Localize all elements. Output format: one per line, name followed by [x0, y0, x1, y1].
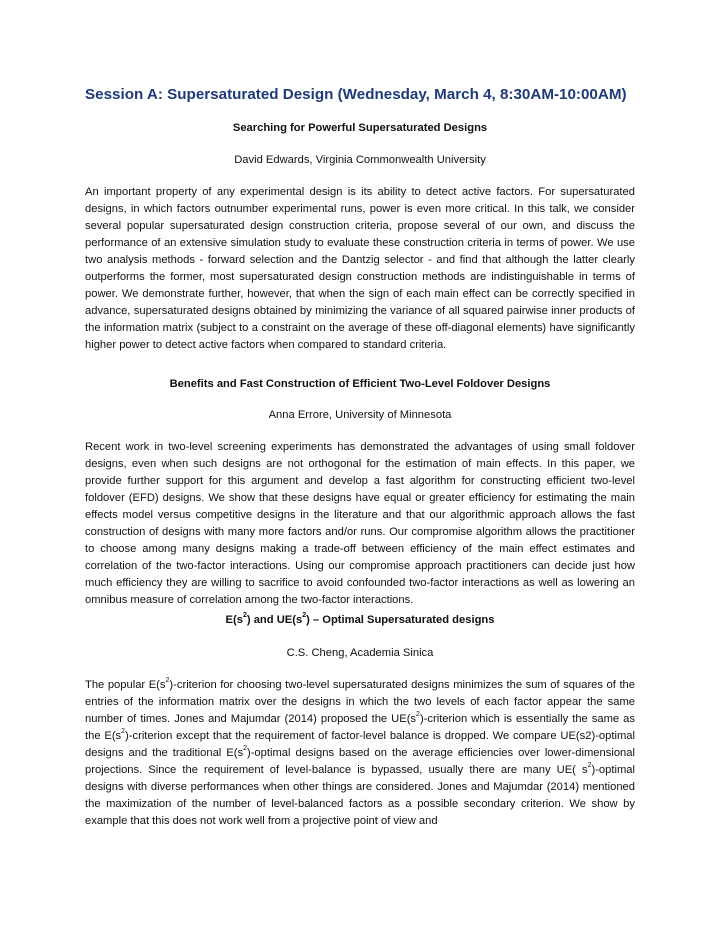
talk-author: Anna Errore, University of Minnesota	[268, 409, 452, 421]
superscript: 2	[165, 677, 170, 685]
session-heading: Session A: Supersaturated Design (Wednesday, March 4, 8:30AM-10:00AM)	[85, 86, 627, 103]
abstract-text: )-criterion which is essentially the same as the E(s	[85, 713, 635, 742]
superscript: 2	[243, 745, 247, 753]
superscript: 2	[242, 612, 247, 620]
talk-title: Benefits and Fast Construction of Efficient Two-Level Foldover Designs	[169, 378, 551, 390]
talk-abstract	[85, 677, 635, 830]
talk-author: David Edwards, Virginia Commonwealth University	[234, 154, 486, 166]
abstract-text: )-optimal designs with diverse performances when other things are considered. Jones and Majumdar (2014) mentioned the maximization of the number of level-balanced factors as a possible secondary criterion. We show by example that this does not work well from a projective point of view and	[85, 764, 635, 827]
abstract-text: )-criterion except that the requirement of factor-level balance is dropped. We compare UE(s2)-optimal designs and the traditional E(s	[85, 730, 635, 759]
title-text: ) and UE(s	[246, 614, 303, 626]
superscript: 2	[121, 728, 126, 736]
superscript: 2	[587, 762, 592, 770]
talk-title: Searching for Powerful Supersaturated Designs	[232, 122, 488, 134]
abstract-text: )-criterion for choosing two-level supersaturated designs minimizes the sum of squares of the entries of the information matrix over the designs in which the two levels of each factor appear the same number of times. Jones and Majumdar (2014) proposed the UE(s	[85, 679, 635, 725]
title-text: ) – Optimal Supersaturated designs	[306, 614, 495, 626]
talk-title	[85, 614, 635, 626]
talk-abstract: An important property of any experimental design is its ability to detect active factors. For supersaturated designs, in which factors outnumber experimental runs, power is even more critical. In this talk, we consider several popular supersaturated design construction criteria, propose several of our own, and discuss the performance of an extensive simulation study to evaluate these construction criteria in terms of power. We use two analysis methods - forward selection and the Dantzig selector - and find that although the latter clearly outperforms the former, most supersaturated design construction methods are indistinguishable in terms of power. We demonstrate further, however, that when the sign of each main effect can be correctly specified in advance, supersaturated designs obtained by minimizing the variance of all squared pairwise inner products of the information matrix (subject to a constraint on the average of these off-diagonal elements) have significantly higher power to detect active factors when compared to standard criteria.	[85, 186, 635, 351]
abstract-text: )-optimal designs based on the average efficiencies over lower-dimensional projections. Since the requirement of level-balance is bypassed, usually there are many UE( s	[85, 747, 635, 776]
superscript: 2	[416, 711, 420, 719]
talk-abstract: Recent work in two-level screening experiments has demonstrated the advantages of using small foldover designs, even when such designs are not orthogonal for the estimation of main effects. In this paper, we provide further support for this argument and develop a fast algorithm for constructing efficient two-level foldover (EFD) designs. We show that these designs have equal or greater efficiency for estimating the main effects model versus competitive designs in the literature and that our algorithmic approach allows the fast construction of designs with many more factors and/or runs. Our compromise algorithm allows the practitioner to choose among many designs making a trade-off between efficiency of the main effect estimates and correlation of the two-factor interactions. Using our compromise approach practitioners can decide just how much efficiency they are willing to sacrifice to avoid confounded two-factor interactions as well as lowering an omnibus measure of correlation among the two-factor interactions.	[85, 441, 635, 606]
abstract-text: The popular E(s	[85, 679, 166, 691]
talk-author: C.S. Cheng, Academia Sinica	[286, 647, 434, 659]
title-text: E(s	[225, 614, 243, 626]
superscript: 2	[302, 612, 307, 620]
